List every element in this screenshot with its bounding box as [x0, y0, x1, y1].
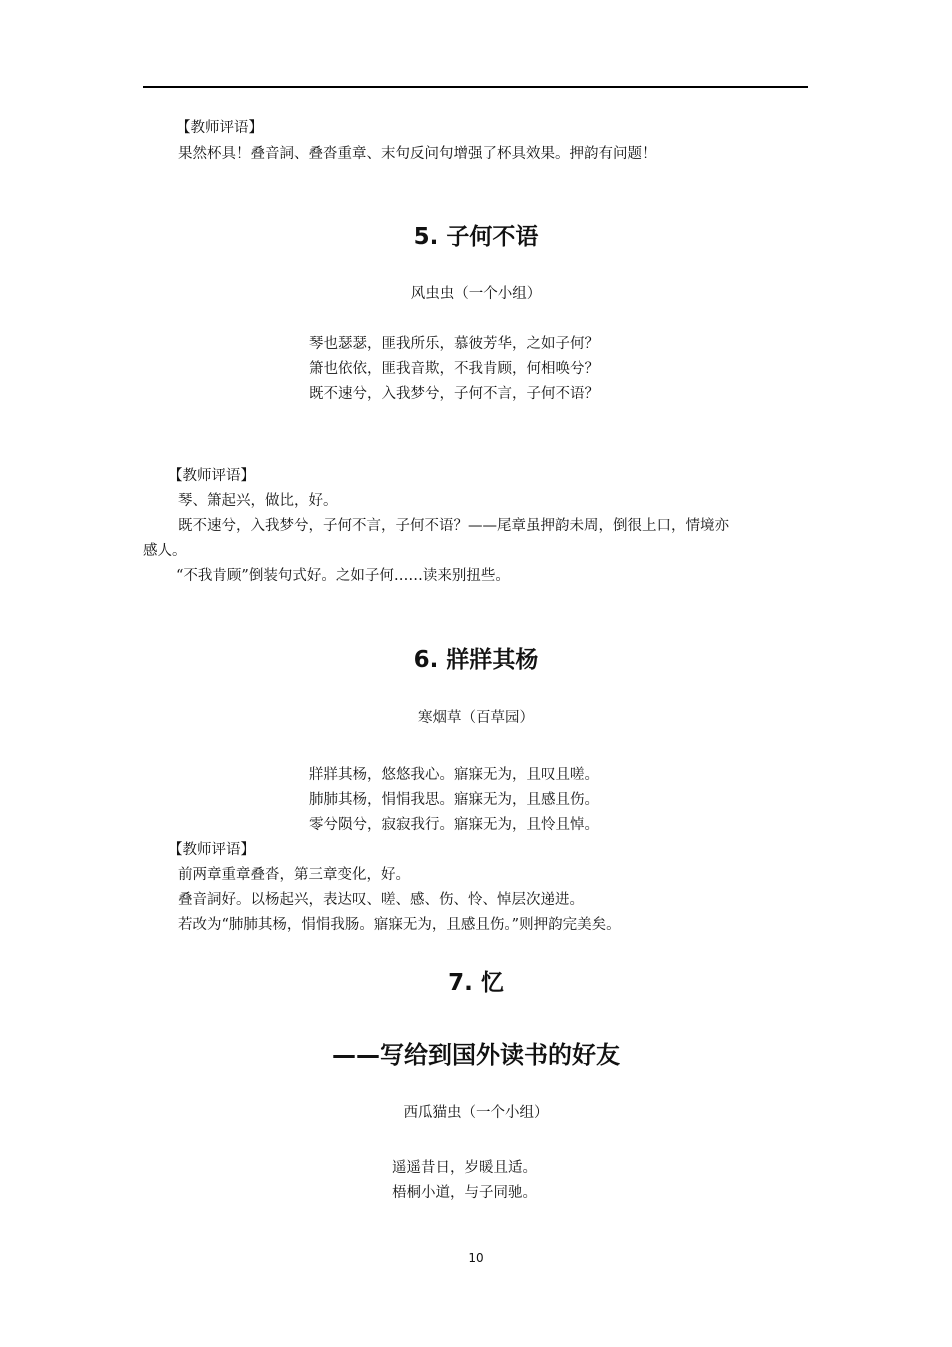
- poem-line: 牂牂其杨，悠悠我心。寤寐无为，且叹且嗟。: [309, 767, 599, 783]
- poem: [309, 332, 599, 407]
- comment-line: 果然杯具！叠音詞、叠沓重章、末句反问句增强了杯具效果。押韵有问题！: [178, 146, 657, 162]
- section-title: 6. 牂牂其杨: [413, 647, 539, 673]
- poem: [309, 763, 599, 838]
- poem-line: 梧桐小道，与子同驰。: [392, 1185, 537, 1201]
- comment-line: 若改为“肺肺其杨，悁悁我肠。寤寐无为，且感且伤。”则押韵完美矣。: [178, 917, 621, 933]
- comment-label: 【教师评语】: [168, 468, 255, 484]
- header-rule: [143, 86, 808, 88]
- comment-label: 【教师评语】: [168, 842, 255, 858]
- comment-label: 【教师评语】: [176, 120, 263, 136]
- poem: [392, 1156, 537, 1206]
- section-author: 风虫虫（一个小组）: [410, 286, 542, 302]
- section-title: 5. 子何不语: [413, 224, 539, 250]
- comment-line: 前两章重章叠沓，第三章变化，好。: [178, 867, 410, 883]
- poem-line: 遥遥昔日，岁暖且适。: [392, 1160, 537, 1176]
- comment-line: “不我肯顾”倒装句式好。之如子何……读来别扭些。: [176, 568, 510, 584]
- section-subtitle: ——写给到国外读书的好友: [332, 1041, 620, 1069]
- section-author: 寒烟草（百草园）: [418, 710, 534, 726]
- comment-line: 感人。: [143, 543, 187, 559]
- comment-line: 既不速兮，入我梦兮，子何不言，子何不语？——尾章虽押韵未周，倒很上口，情境亦: [178, 518, 729, 534]
- poem-line: 箫也依依，匪我音欺，不我肯顾，何相唤兮？: [309, 361, 599, 377]
- poem-line: 既不速兮，入我梦兮，子何不言，子何不语？: [309, 386, 599, 402]
- comment-line: 叠音詞好。以杨起兴，表达叹、嗟、感、伤、怜、悼层次递进。: [178, 892, 584, 908]
- poem-line: 琴也瑟瑟，匪我所乐，慕彼芳华，之如子何？: [309, 336, 599, 352]
- section-author: 西瓜猫虫（一个小组）: [403, 1105, 549, 1121]
- section-title: 7. 忆: [448, 970, 504, 996]
- poem-line: 肺肺其杨，悁悁我思。寤寐无为，且感且伤。: [309, 792, 599, 808]
- comment-line: 琴、箫起兴，做比，好。: [178, 493, 338, 509]
- poem-line: 零兮陨兮，寂寂我行。寤寐无为，且怜且悼。: [309, 817, 599, 833]
- page-number: 10: [468, 1251, 484, 1265]
